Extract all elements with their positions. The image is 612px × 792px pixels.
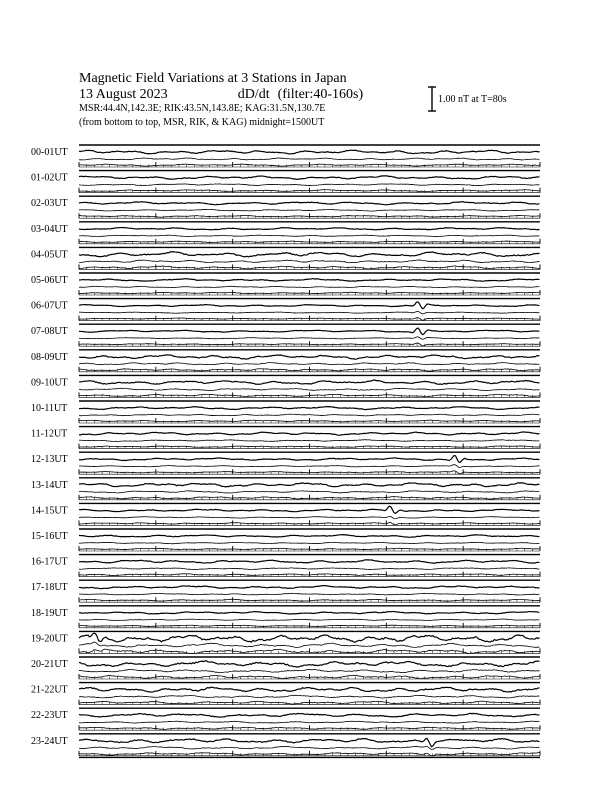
kag-trace: [79, 687, 540, 692]
kag-trace: [79, 227, 540, 229]
kag-trace: [79, 713, 540, 717]
kag-trace: [79, 302, 540, 309]
panel-label: 11-12UT: [31, 428, 68, 440]
panel-label: 10-11UT: [31, 403, 68, 414]
filter-text: (filter:40-160s): [277, 87, 364, 102]
kag-trace: [79, 586, 540, 589]
rik-trace: [79, 337, 540, 340]
kag-trace: [79, 279, 540, 282]
panel-label: 03-04UT: [31, 223, 68, 235]
panel-label: 04-05UT: [31, 249, 68, 261]
rik-trace: [79, 593, 540, 595]
rik-trace: [79, 491, 540, 493]
panel-label: 01-02UT: [31, 172, 68, 184]
kag-trace: [79, 328, 540, 335]
panel-label: 02-03UT: [31, 198, 68, 210]
panel-label: 13-14UT: [31, 479, 68, 491]
kag-trace: [79, 202, 540, 205]
rik-trace: [79, 414, 540, 416]
quantity-text: dD/dt: [237, 87, 270, 102]
scale-label: 1.00 nT at T=80s: [438, 94, 507, 105]
kag-trace: [79, 252, 540, 257]
date-text: 13 August 2023: [79, 87, 168, 102]
rik-trace: [79, 286, 540, 287]
kag-trace: [79, 432, 540, 435]
kag-trace: [79, 355, 540, 359]
kag-trace: [79, 633, 540, 642]
rik-trace: [79, 746, 540, 749]
panel-label: 18-19UT: [31, 607, 68, 619]
panel-label: 20-21UT: [31, 659, 68, 670]
rik-trace: [79, 209, 540, 211]
kag-trace: [79, 380, 540, 384]
kag-trace: [79, 506, 540, 513]
rik-trace: [79, 721, 540, 723]
kag-trace: [79, 407, 540, 410]
rik-trace: [79, 184, 540, 186]
rik-trace: [79, 465, 540, 468]
kag-trace: [79, 612, 540, 615]
rik-trace: [79, 695, 540, 698]
panel-label: 07-08UT: [31, 326, 68, 338]
rik-trace: [79, 542, 540, 544]
rik-trace: [79, 642, 540, 648]
chart-title: Magnetic Field Variations at 3 Stations in Japan: [79, 71, 347, 86]
panel-label: 17-18UT: [31, 582, 68, 594]
panel-label: 23-24UT: [31, 735, 68, 747]
rik-trace: [79, 388, 540, 390]
rik-trace: [79, 363, 540, 365]
panel-label: 09-10UT: [31, 377, 68, 389]
rik-trace: [79, 311, 540, 313]
panel-label: 00-01UT: [31, 147, 68, 158]
rik-trace: [79, 619, 540, 621]
panel-label: 15-16UT: [31, 531, 68, 542]
kag-trace: [79, 661, 540, 667]
rik-trace: [79, 568, 540, 570]
panel-label: 19-20UT: [31, 633, 68, 645]
kag-trace: [79, 176, 540, 180]
order-note: (from bottom to top, MSR, RIK, & KAG) midnight=1500UT: [79, 117, 325, 128]
rik-trace: [79, 440, 540, 442]
kag-trace: [79, 738, 540, 746]
kag-trace: [79, 150, 540, 154]
kag-trace: [79, 483, 540, 487]
panel-label: 12-13UT: [31, 454, 68, 466]
panel-label: 06-07UT: [31, 300, 68, 312]
panel-label: 08-09UT: [31, 351, 68, 363]
rik-trace: [79, 516, 540, 518]
kag-trace: [79, 456, 540, 463]
rik-trace: [79, 235, 540, 236]
panel-label: 21-22UT: [31, 684, 68, 696]
panel-label: 22-23UT: [31, 710, 68, 722]
panel-label: 14-15UT: [31, 505, 68, 517]
kag-trace: [79, 560, 540, 563]
rik-trace: [79, 158, 540, 160]
station-coordinates: MSR:44.4N,142.3E; RIK:43.5N,143.8E; KAG:31.5N,130.7E: [79, 103, 326, 114]
panel-label: 16-17UT: [31, 556, 68, 568]
panel-label: 05-06UT: [31, 275, 68, 286]
rik-trace: [79, 669, 540, 672]
kag-trace: [79, 535, 540, 538]
rik-trace: [79, 260, 540, 263]
